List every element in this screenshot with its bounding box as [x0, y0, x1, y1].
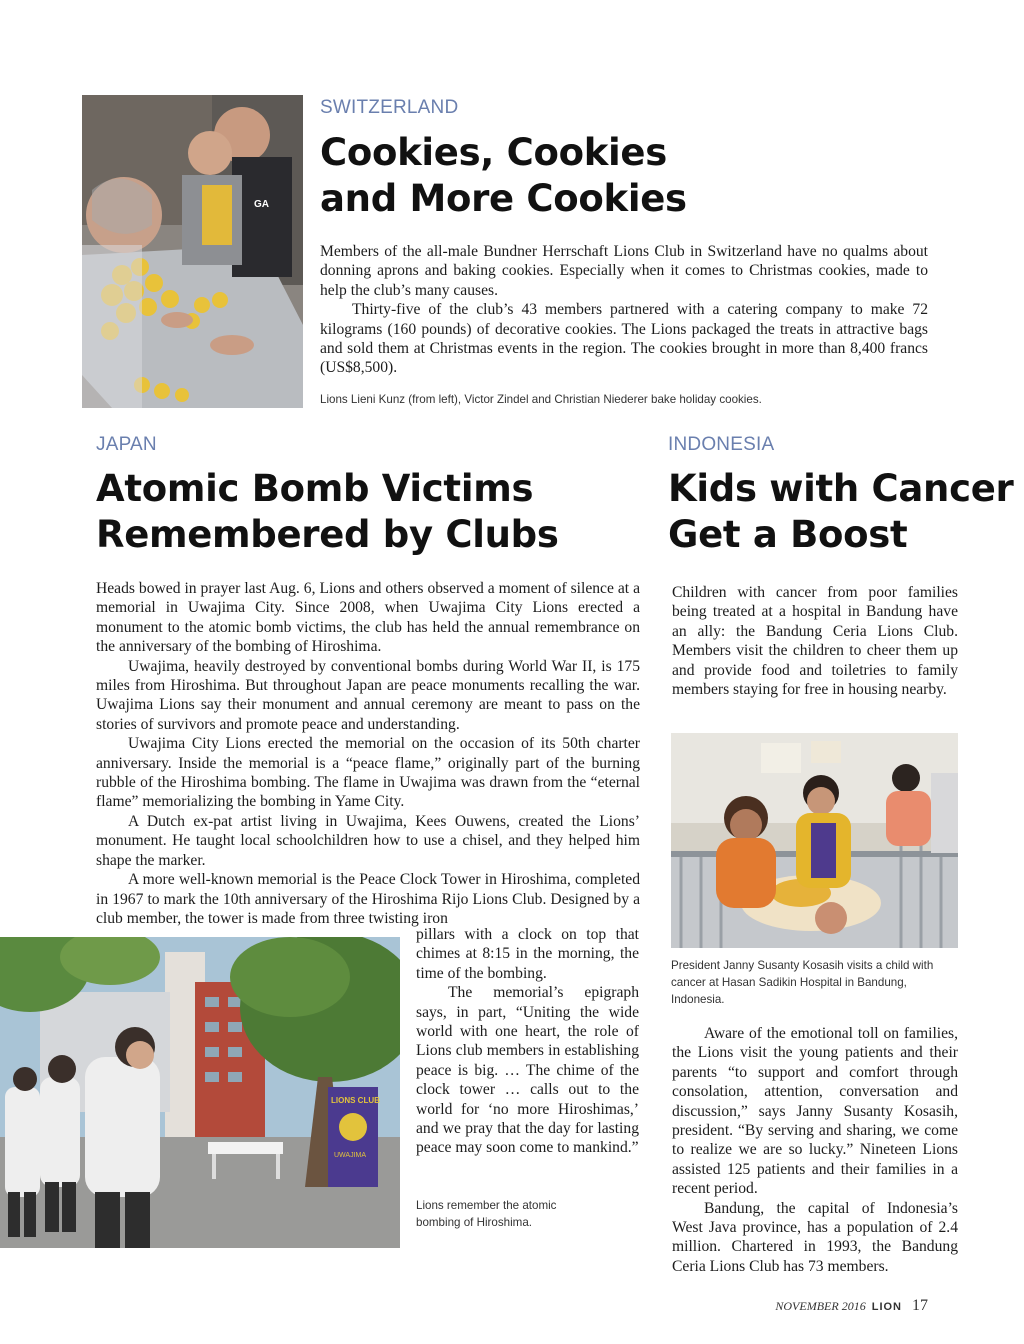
- footer-issue: NOVEMBER 2016: [775, 1299, 866, 1313]
- switzerland-headline-line1: Cookies, Cookies: [320, 131, 667, 174]
- japan-paragraph: pillars with a clock on top that chimes at 8:15 in the morning, the time of the bombing.: [416, 926, 639, 982]
- indonesia-body-bottom: [672, 1024, 958, 1276]
- apron-text: GA: [254, 199, 269, 210]
- indonesia-kicker: INDONESIA: [668, 434, 775, 455]
- memorial-photo: [0, 937, 400, 1248]
- indonesia-caption: President Janny Susanty Kosasih visits a child with cancer at Hasan Sadikin Hospital in Bandung, Indonesia.: [671, 959, 934, 1006]
- japan-body: [96, 579, 640, 928]
- hospital-photo: [671, 733, 958, 948]
- switzerland-paragraph: Members of the all-male Bundner Herrschaft Lions Club in Switzerland have no qualms about donning aprons and baking cookies. Especially when it comes to Christmas cookies, made to help the club’s many causes.: [320, 243, 928, 299]
- switzerland-paragraph: Thirty-five of the club’s 43 members partnered with a catering company to make 72 kilograms (160 pounds) of decorative cookies. The Lions packaged the treats in attractive bags and sold them at Christmas events in the region. The cookies brought in more than 8,400 francs (US$8,500).: [320, 301, 928, 377]
- page-footer: [775, 1297, 928, 1315]
- indonesia-headline-line1: Kids with Cancer: [668, 467, 1014, 510]
- indonesia-paragraph: Bandung, the capital of Indonesia’s West Java province, has a population of 2.4 million. Chartered in 1993, the Bandung Ceria Lions Club has 73 members.: [672, 1199, 958, 1275]
- japan-body-narrow: [416, 925, 639, 1158]
- japan-paragraph: Uwajima, heavily destroyed by conventional bombs during World War II, is 175 miles from Hiroshima. But throughout Japan are peace monuments recalling the war. Uwajima Lions say their monument and annual ceremony are meant to pass on the stories of survivors and promote peace and understanding.: [96, 657, 640, 733]
- indonesia-paragraph: Aware of the emotional toll on families, the Lions visit the young patients and their parents “to support and comfort through consolation, attention, conversation and discussion,” says Janny Susanty Kosasih, president. “By serving and sharing, we come to realize we are so lucky.” Nineteen Lions assisted 125 patients and their families in a recent period.: [672, 1025, 958, 1198]
- memorial-banner-subtext: UWAJIMA: [334, 1152, 367, 1159]
- indonesia-headline: [668, 466, 1013, 558]
- japan-caption: Lions remember the atomic bombing of Hiroshima.: [416, 1199, 557, 1229]
- switzerland-headline-line2: and More Cookies: [320, 177, 687, 220]
- switzerland-body: [320, 242, 928, 378]
- page-number: 17: [912, 1297, 928, 1314]
- switzerland-headline: [320, 130, 687, 222]
- indonesia-body-top: [672, 583, 958, 699]
- switzerland-kicker: SWITZERLAND: [320, 97, 459, 118]
- cookies-photo: [82, 95, 303, 408]
- switzerland-caption: Lions Lieni Kunz (from left), Victor Zindel and Christian Niederer bake holiday cookies.: [320, 393, 762, 406]
- japan-headline-line1: Atomic Bomb Victims: [96, 467, 534, 510]
- footer-magazine: LION: [871, 1301, 902, 1313]
- indonesia-headline-line2: Get a Boost: [668, 513, 908, 556]
- japan-headline-line2: Remembered by Clubs: [96, 513, 559, 556]
- memorial-banner-text: LIONS CLUB: [331, 1096, 380, 1105]
- japan-paragraph: Heads bowed in prayer last Aug. 6, Lions and others observed a moment of silence at a memorial in Uwajima City. Since 2008, when Uwajima City Lions erected a monument to the atomic bomb victims, the club has held the annual remembrance on the anniversary of the bombing of Hiroshima.: [96, 580, 640, 656]
- japan-kicker: JAPAN: [96, 434, 157, 455]
- japan-paragraph: The memorial’s epigraph says, in part, “Uniting the wide world with one heart, the role of Lions club members in establishing peace is big. … The chime of the clock tower … calls out to the world for ‘no more Hiroshimas,’ and we pray that the day for lasting peace may soon come to mankind.”: [416, 984, 639, 1157]
- indonesia-paragraph: Children with cancer from poor families being treated at a hospital in Bandung have an ally: the Bandung Ceria Lions Club. Members visit the children to cheer them up and provide food and toiletries to family members staying for free in housing nearby.: [672, 584, 958, 699]
- japan-paragraph: Uwajima City Lions erected the memorial on the occasion of its 50th charter anniversary. Inside the memorial is a “peace flame,” originally part of the burning rubble of the Hiroshima bombing. The flame in Uwajima was drawn from the “eternal flame” memorializing the bombing in Yame City.: [96, 735, 640, 811]
- japan-headline: [96, 466, 559, 558]
- japan-paragraph: A Dutch ex-pat artist living in Uwajima, Kees Ouwens, created the Lions’ monument. He taught local schoolchildren how to use a chisel, and they helped him shape the marker.: [96, 812, 640, 869]
- japan-paragraph: A more well-known memorial is the Peace Clock Tower in Hiroshima, completed in 1967 to mark the 10th anniversary of the Hiroshima Rijo Lions Club. Designed by a club member, the tower is made from three twisting iron: [96, 871, 640, 927]
